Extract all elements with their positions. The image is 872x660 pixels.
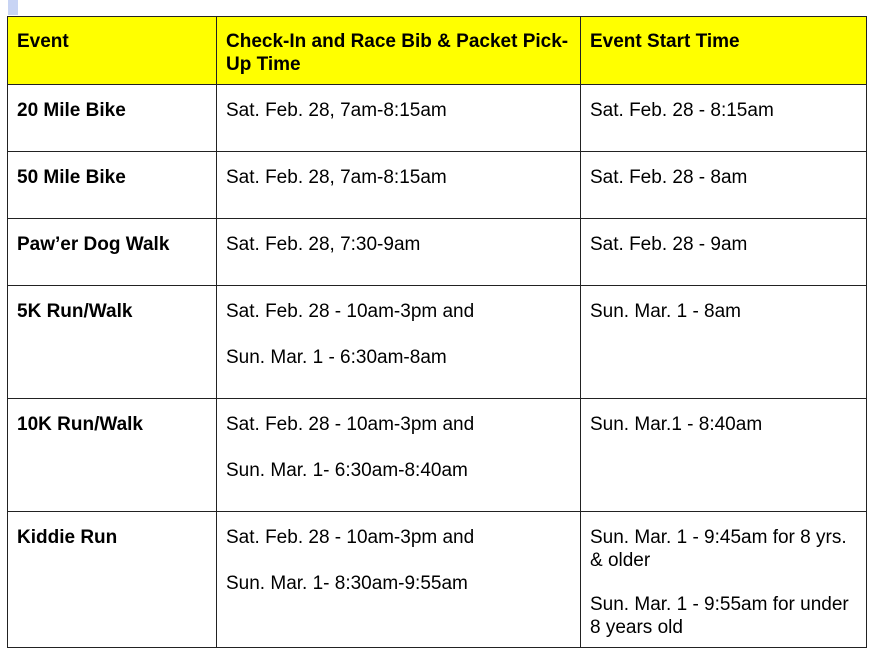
start-time [581,286,867,399]
checkin-line: Sun. Mar. 1- 6:30am-8:40am [226,460,468,481]
start-line: Sat. Feb. 28 - 9am [590,234,748,255]
corner-marker [8,0,18,15]
event-name: 5K Run/Walk [8,286,217,399]
event-name: 20 Mile Bike [8,85,217,152]
start-time [581,85,867,152]
table-row [8,512,867,648]
start-line: Sun. Mar.1 - 8:40am [590,414,763,435]
table-row [8,286,867,399]
checkin-time [217,512,581,648]
checkin-line: Sun. Mar. 1- 8:30am-9:55am [226,573,468,594]
start-line: Sun. Mar. 1 - 9:45am for 8 yrs. & older [590,527,847,571]
start-line: Sat. Feb. 28 - 8:15am [590,100,774,121]
event-schedule-table [7,16,867,648]
event-name: Paw’er Dog Walk [8,219,217,286]
checkin-time [217,219,581,286]
checkin-time [217,399,581,512]
checkin-line: Sat. Feb. 28, 7am-8:15am [226,167,447,188]
start-line: Sun. Mar. 1 - 8am [590,301,742,322]
table-row [8,152,867,219]
header-checkin: Check-In and Race Bib & Packet Pick-Up Time [217,17,581,85]
checkin-line: Sun. Mar. 1 - 6:30am-8am [226,347,447,368]
event-name: Kiddie Run [8,512,217,648]
start-time [581,152,867,219]
start-time [581,219,867,286]
event-name: 50 Mile Bike [8,152,217,219]
start-line: Sat. Feb. 28 - 8am [590,167,748,188]
table-row [8,399,867,512]
header-start-time: Event Start Time [581,17,867,85]
start-line: Sun. Mar. 1 - 9:55am for under 8 years old [590,594,849,638]
checkin-line: Sat. Feb. 28 - 10am-3pm and [226,527,475,548]
checkin-time [217,85,581,152]
checkin-line: Sat. Feb. 28 - 10am-3pm and [226,414,475,435]
checkin-time [217,286,581,399]
table-row [8,85,867,152]
event-name: 10K Run/Walk [8,399,217,512]
header-event: Event [8,17,217,85]
checkin-line: Sat. Feb. 28 - 10am-3pm and [226,301,475,322]
start-time [581,399,867,512]
table-row [8,219,867,286]
checkin-line: Sat. Feb. 28, 7:30-9am [226,234,421,255]
checkin-time [217,152,581,219]
header-row [8,17,867,85]
checkin-line: Sat. Feb. 28, 7am-8:15am [226,100,447,121]
start-time [581,512,867,648]
